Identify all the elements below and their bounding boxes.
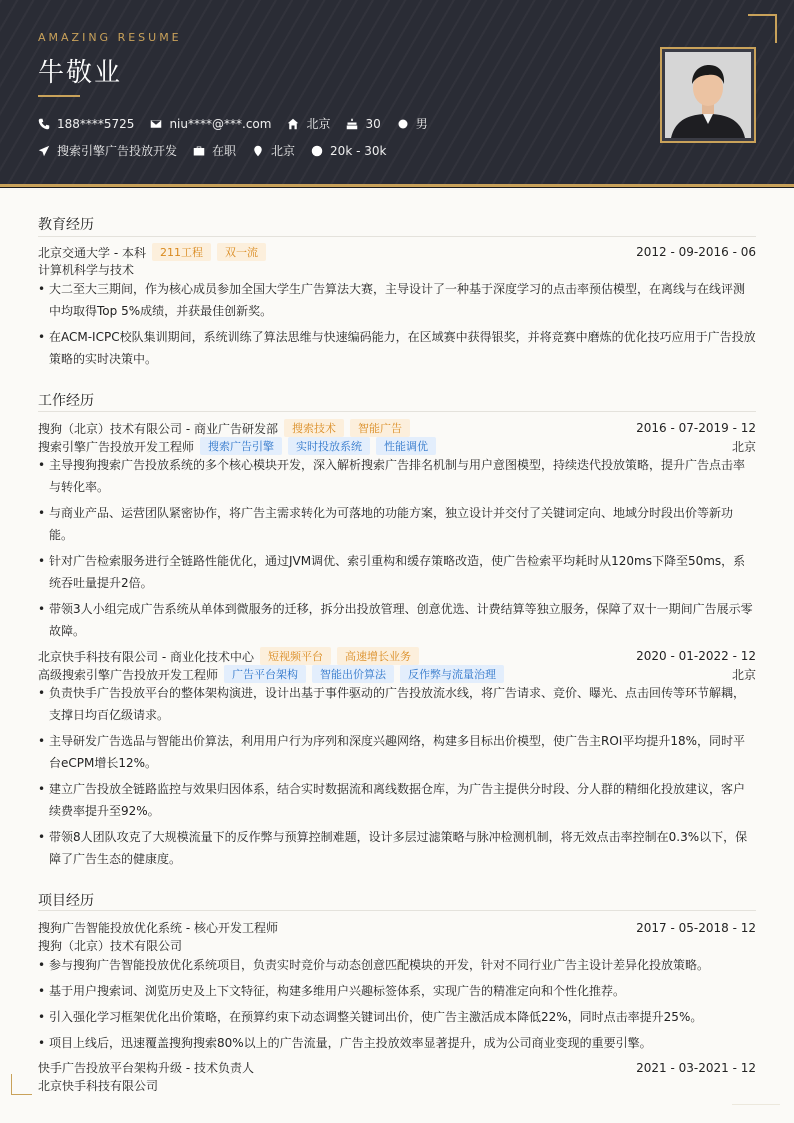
age-item (346, 117, 380, 131)
job-bullet: • 带领8人团队攻克了大规模流量下的反作弊与预算控制难题，设计多层过滤策略与脉冲检测机制，将无效点击率控制在0.3%以下，保障了广告生态的健康度。 (38, 826, 756, 870)
project-bullet: • 引入强化学习框架优化出价策略，在预算约束下动态调整关键词出价，使广告主激活成本降低22%，同时点击率提升25%。 (38, 1006, 756, 1028)
project-org-row (38, 1077, 756, 1094)
education-header (38, 243, 756, 261)
project-header (38, 1059, 756, 1076)
job-header (38, 647, 756, 665)
section-divider (38, 236, 756, 237)
company-name: 北京快手科技有限公司 - 商业化技术中心 (38, 649, 254, 664)
job-bullet: • 主导搜狗搜索广告投放系统的多个核心模块开发，深入解析搜索广告排名机制与用户意图模型，持续迭代投放策略，提升广告点击率与转化率。 (38, 454, 756, 498)
job-position-row (38, 665, 756, 683)
project-org-row (38, 937, 756, 954)
project-org: 北京快手科技有限公司 (38, 1079, 159, 1093)
project-name: 搜狗广告智能投放优化系统 - 核心开发工程师 (38, 921, 278, 935)
project-name: 快手广告投放平台架构升级 - 技术负责人 (38, 1061, 254, 1075)
intent-city-text: 北京 (271, 144, 296, 158)
job-bullet: • 建立广告投放全链路监控与效果归因体系，结合实时数据流和离线数据仓库，为广告主提供分时段、分人群的精细化投放建议，客户续费率提升至92%。 (38, 778, 756, 822)
briefcase-icon (193, 145, 205, 157)
education-date: 2012 - 09-2016 - 06 (636, 245, 756, 259)
position-tag: 实时投放系统 (288, 437, 370, 455)
job-position-row (38, 437, 756, 455)
status-item (193, 142, 236, 159)
gender-icon (397, 118, 409, 130)
company-tag: 高速增长业务 (337, 647, 419, 665)
job-date: 2016 - 07-2019 - 12 (636, 421, 756, 435)
profile-photo (660, 47, 756, 143)
project-date: 2017 - 05-2018 - 12 (636, 920, 756, 935)
email-icon (150, 118, 162, 130)
position-name: 搜索引擎广告投放开发工程师 (38, 439, 195, 454)
tagline: AMAZING RESUME (38, 31, 182, 44)
intent-job-text: 搜索引擎广告投放开发 (57, 144, 178, 158)
position-tag: 性能调优 (376, 437, 436, 455)
city-text: 北京 (306, 117, 331, 131)
intent-city-item (252, 142, 295, 159)
phone-icon (38, 118, 50, 130)
school-tag: 211工程 (152, 243, 211, 261)
phone-item (38, 117, 134, 131)
company-name: 搜狗（北京）技术有限公司 - 商业广告研发部 (38, 421, 278, 436)
project-bullet: • 参与搜狗广告智能投放优化系统项目，负责实时竞价与动态创意匹配模块的开发，针对不同行业广告主设计差异化投放策略。 (38, 954, 756, 976)
header-dark-border (0, 187, 794, 188)
project-org: 搜狗（北京）技术有限公司 (38, 939, 183, 953)
corner-decoration (732, 1104, 780, 1105)
name-underline (38, 95, 80, 97)
position-tag: 反作弊与流量治理 (400, 665, 504, 683)
project-bullet: • 项目上线后，迅速覆盖搜狗搜索80%以上的广告流量，广告主投放效率显著提升，成为公司商业变现的重要引擎。 (38, 1032, 756, 1054)
phone-text: 188****5725 (57, 116, 135, 131)
job-city: 北京 (731, 667, 756, 682)
corner-decoration (11, 1074, 32, 1095)
school-tag: 双一流 (217, 243, 266, 261)
contact-row (38, 115, 444, 132)
intent-row (38, 142, 402, 159)
section-title-projects: 项目经历 (38, 893, 94, 909)
avatar (665, 52, 751, 138)
job-bullet: • 针对广告检索服务进行全链路性能优化，通过JVM调优、索引重构和缓存策略改造，使广告检索平均耗时从120ms下降至50ms，系统吞吐量提升2倍。 (38, 550, 756, 594)
intent-job-item (38, 142, 177, 159)
status-text: 在职 (212, 144, 237, 158)
gender-item (397, 115, 428, 132)
resume-header (0, 0, 794, 184)
education-bullet: • 在ACM-ICPC校队集训期间，系统训练了算法思维与快速编码能力，在区域赛中获得银奖，并将竞赛中磨炼的优化技巧应用于广告投放策略的实时决策中。 (38, 326, 756, 370)
job-bullet: • 负责快手广告投放平台的整体架构演进，设计出基于事件驱动的广告投放流水线，将广告请求、竞价、曝光、点击回传等环节解耦，支撑日均百亿级请求。 (38, 682, 756, 726)
position-tag: 广告平台架构 (224, 665, 306, 683)
job-bullet: • 与商业产品、运营团队紧密协作，将广告主需求转化为可落地的功能方案，独立设计并交付了关键词定向、地域分时段出价等新功能。 (38, 502, 756, 546)
major (38, 261, 756, 278)
email-item (150, 117, 271, 131)
home-icon (287, 118, 299, 130)
city-item (287, 115, 330, 132)
candidate-name: 牛敬业 (38, 58, 123, 88)
section-divider (38, 910, 756, 911)
send-icon (38, 145, 50, 157)
position-tag: 智能出价算法 (312, 665, 394, 683)
job-city: 北京 (731, 439, 756, 454)
position-name: 高级搜索引擎广告投放开发工程师 (38, 667, 219, 682)
age-text: 30 (365, 116, 381, 131)
job-header (38, 419, 756, 437)
company-tag: 短视频平台 (260, 647, 331, 665)
company-tag: 智能广告 (350, 419, 410, 437)
section-divider (38, 411, 756, 412)
job-date: 2020 - 01-2022 - 12 (636, 649, 756, 663)
section-title-work: 工作经历 (38, 393, 94, 409)
email-text: niu****@***.com (169, 116, 272, 131)
school-name: 北京交通大学 - 本科 (38, 245, 146, 260)
project-header (38, 919, 756, 936)
job-bullet: • 带领3人小组完成广告系统从单体到微服务的迁移，拆分出投放管理、创意优选、计费结算等独立服务，保障了双十一期间广告展示零故障。 (38, 598, 756, 642)
money-icon (311, 145, 323, 157)
section-title-education: 教育经历 (38, 217, 94, 233)
salary-item (311, 144, 386, 158)
salary-text: 20k - 30k (330, 143, 387, 158)
gender-text: 男 (415, 117, 428, 131)
job-bullet: • 主导研发广告选品与智能出价算法，利用用户行为序列和深度兴趣网络，构建多目标出价模型，使广告主ROI平均提升18%，同时平台eCPM增长12%。 (38, 730, 756, 774)
company-tag: 搜索技术 (284, 419, 344, 437)
location-pin-icon (252, 145, 264, 157)
major-name: 计算机科学与技术 (38, 263, 135, 277)
project-date: 2021 - 03-2021 - 12 (636, 1060, 756, 1075)
education-bullet: • 大二至大三期间，作为核心成员参加全国大学生广告算法大赛，主导设计了一种基于深度学习的点击率预估模型，在离线与在线评测中均取得Top 5%成绩，并获最佳创新奖。 (38, 278, 756, 322)
cake-icon (346, 118, 358, 130)
position-tag: 搜索广告引擎 (200, 437, 282, 455)
corner-decoration (748, 14, 777, 43)
project-bullet: • 基于用户搜索词、浏览历史及上下文特征，构建多维用户兴趣标签体系，实现广告的精准定向和个性化推荐。 (38, 980, 756, 1002)
